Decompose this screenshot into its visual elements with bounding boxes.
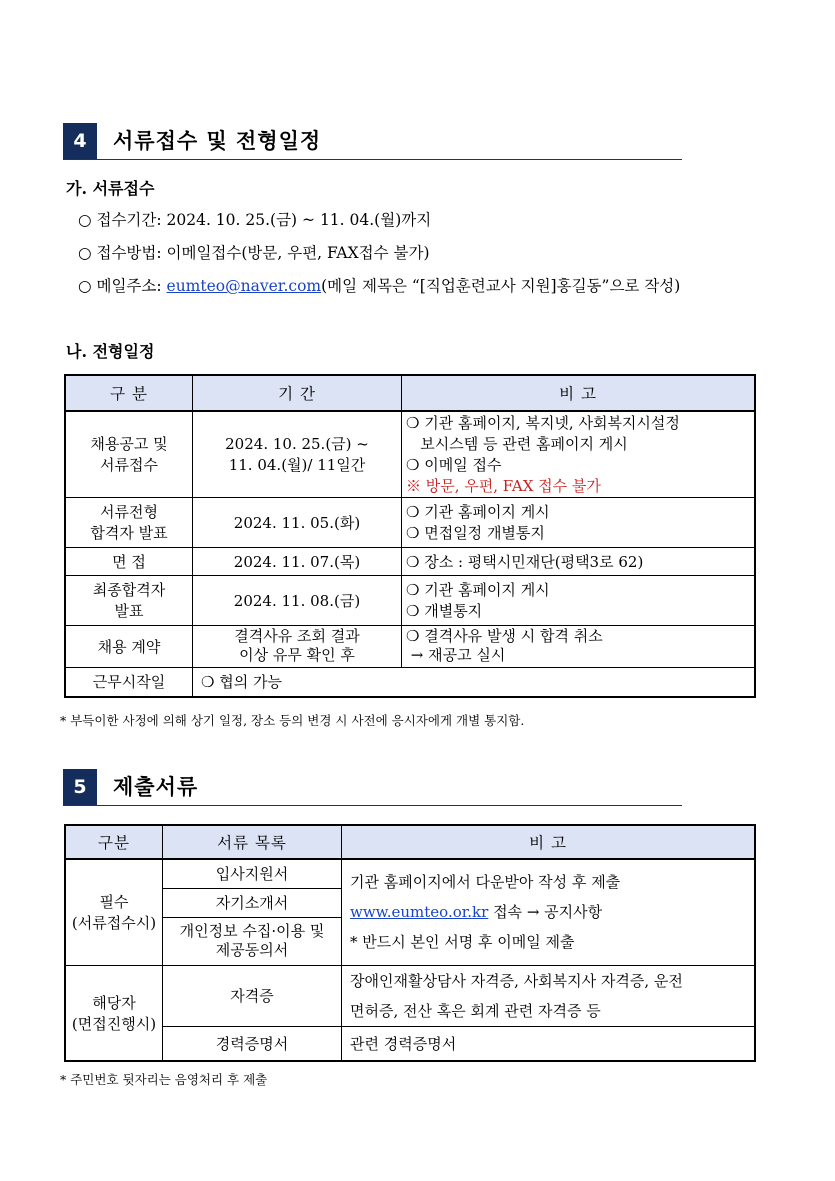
footnote: * 주민번호 뒷자리는 음영처리 후 제출	[60, 1072, 268, 1087]
subsection-title: 나. 전형일정	[66, 342, 155, 361]
table-cell: 2024. 11. 07.(목)	[193, 547, 402, 575]
bullet: ○	[78, 277, 92, 295]
table-cell: 2024. 11. 05.(화)	[193, 497, 402, 547]
website-link[interactable]: www.eumteo.or.kr	[350, 903, 489, 922]
table-cell: ❍ 협의 가능	[193, 667, 756, 697]
table-cell: 장애인재활상담사 자격증, 사회복지사 자격증, 운전 면허증, 전산 혹은 회계 관련 자격증 등	[342, 965, 756, 1026]
table-cell: 결격사유 조회 결과 이상 유무 확인 후	[193, 625, 402, 667]
section-divider	[63, 805, 682, 806]
table-cell: ❍ 장소 : 평택시민재단(평택3로 62)	[402, 547, 756, 575]
column-header: 서류 목록	[163, 825, 342, 859]
section-number-badge: 4	[63, 123, 97, 159]
documents-table	[64, 824, 756, 1062]
table-cell: 2024. 10. 25.(금) ~ 11. 04.(월)/ 11일간	[193, 411, 402, 497]
table-cell: 개인정보 수집·이용 및 제공동의서	[163, 917, 342, 965]
table-cell: ❍ 결격사유 발생 시 합격 취소 → 재공고 실시	[402, 625, 756, 667]
table-row	[65, 497, 755, 547]
table-cell: 관련 경력증명서	[342, 1026, 756, 1061]
email-link[interactable]: eumteo@naver.com	[166, 277, 322, 295]
table-cell: 2024. 11. 08.(금)	[193, 575, 402, 625]
footnote: * 부득이한 사정에 의해 상기 일정, 장소 등의 변경 시 사전에 응시자에게 개별 통지함.	[60, 713, 525, 728]
table-cell: 채용 계약	[65, 625, 193, 667]
column-header: 구 분	[65, 375, 193, 411]
table-cell: 근무시작일	[65, 667, 193, 697]
mail-note: (메일 제목은 “[직업훈련교사 지원]홍길동”으로 작성)	[321, 277, 681, 295]
table-row	[65, 667, 755, 697]
list-item-text: 접수기간: 2024. 10. 25.(금) ~ 11. 04.(월)까지	[96, 211, 432, 229]
bullet: ○	[78, 211, 92, 229]
table-cell: 자격증	[163, 965, 342, 1026]
table-row	[65, 859, 755, 888]
table-cell: 기관 홈페이지에서 다운받아 작성 후 제출 www.eumteo.or.kr 접속 → 공지사항 * 반드시 본인 서명 후 이메일 제출	[342, 859, 756, 965]
table-cell: ❍ 기관 홈페이지, 복지넷, 사회복지시설정 보시스템 등 관련 홈페이지 게시 ❍ 이메일 접수 ※ 방문, 우편, FAX 접수 불가	[402, 411, 756, 497]
table-cell: 자기소개서	[163, 888, 342, 917]
list-item	[78, 241, 430, 263]
table-cell: 입사지원서	[163, 859, 342, 888]
bullet: ○	[78, 244, 92, 262]
table-cell: ❍ 기관 홈페이지 게시 ❍ 개별통지	[402, 575, 756, 625]
table-cell: 최종합격자 발표	[65, 575, 193, 625]
section-title: 서류접수 및 전형일정	[113, 129, 322, 153]
subsection-title: 가. 서류접수	[66, 179, 155, 198]
section-divider	[63, 159, 682, 160]
table-cell: 필수 (서류접수시)	[65, 859, 163, 965]
table-row	[65, 1026, 755, 1061]
table-row	[65, 547, 755, 575]
table-header-row	[65, 825, 755, 859]
column-header: 기 간	[193, 375, 402, 411]
table-cell: 경력증명서	[163, 1026, 342, 1061]
section-number-badge: 5	[63, 769, 97, 805]
warning-text: ※ 방문, 우편, FAX 접수 불가	[406, 477, 601, 496]
column-header: 비 고	[402, 375, 756, 411]
table-header-row	[65, 375, 755, 411]
table-cell: 해당자 (면접진행시)	[65, 965, 163, 1061]
table-row	[65, 965, 755, 1026]
list-item	[78, 208, 431, 230]
table-cell: ❍ 기관 홈페이지 게시 ❍ 면접일정 개별통지	[402, 497, 756, 547]
table-cell: 서류전형 합격자 발표	[65, 497, 193, 547]
list-item-email	[78, 274, 680, 296]
table-cell: 면 접	[65, 547, 193, 575]
table-row	[65, 625, 755, 667]
column-header: 비 고	[342, 825, 756, 859]
table-row	[65, 411, 755, 497]
schedule-table	[64, 374, 756, 698]
column-header: 구분	[65, 825, 163, 859]
list-item-text: 접수방법: 이메일접수(방문, 우편, FAX접수 불가)	[96, 244, 430, 262]
mail-label: 메일주소:	[96, 277, 167, 295]
table-row	[65, 575, 755, 625]
table-cell: 채용공고 및 서류접수	[65, 411, 193, 497]
section-title: 제출서류	[113, 775, 199, 799]
